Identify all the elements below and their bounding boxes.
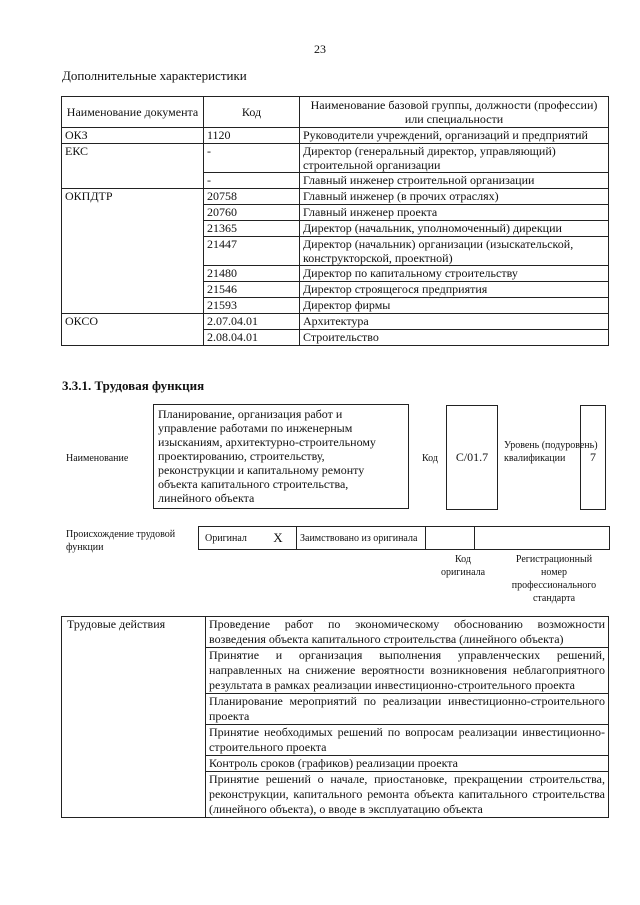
- cell-doc: ОКЗ: [62, 128, 204, 144]
- function-code-box: С/01.7: [446, 405, 498, 510]
- cell-name: Директор (начальник) организации (изыскательской, конструкторской, проектной): [300, 237, 609, 266]
- cell-code: 20758: [204, 189, 300, 205]
- cell-name: Главный инженер проекта: [300, 205, 609, 221]
- cell-code: 21593: [204, 298, 300, 314]
- function-name-label: Наименование: [66, 453, 129, 464]
- cell-name: Директор по капитальному строительству: [300, 266, 609, 282]
- table-row: [62, 128, 609, 144]
- cell-code: 21447: [204, 237, 300, 266]
- reg-number-cell: [475, 527, 610, 550]
- origin-row: [199, 527, 610, 550]
- cell-name: Директор (генеральный директор, управляющий) строительной организации: [300, 144, 609, 173]
- actions-label: Трудовые действия: [62, 617, 206, 818]
- cell-doc: ОКПДТР: [62, 189, 204, 314]
- page-number: 23: [314, 42, 326, 56]
- cell-code: 2.08.04.01: [204, 330, 300, 346]
- header-document: Наименование документа: [62, 97, 204, 128]
- origin-label: Происхождение трудовой функции: [66, 529, 176, 553]
- table-row: [62, 617, 609, 648]
- cell-code: 21480: [204, 266, 300, 282]
- cell-doc: ЕКС: [62, 144, 204, 189]
- cell-code: -: [204, 173, 300, 189]
- action-item: Планирование мероприятий по реализации инвестиционно-строительного проекта: [206, 694, 609, 725]
- code-original-label: Код оригинала: [440, 554, 486, 578]
- original-label: Оригинал: [199, 527, 261, 550]
- cell-code: 1120: [204, 128, 300, 144]
- cell-name: Главный инженер строительной организации: [300, 173, 609, 189]
- cell-name: Строительство: [300, 330, 609, 346]
- function-name-box: Планирование, организация работ и управление работами по инженерным изысканиям, архитектурно-строительному проектированию, строительству, реконструкции и капитальному ремонту объекта капитального строительства, линейного объекта: [153, 404, 409, 509]
- function-code-label: Код: [422, 453, 438, 464]
- table-row: [62, 189, 609, 205]
- cell-name: Директор (начальник, уполномоченный) дирекции: [300, 221, 609, 237]
- cell-doc: ОКСО: [62, 314, 204, 346]
- cell-name: Директор фирмы: [300, 298, 609, 314]
- function-heading: 3.3.1. Трудовая функция: [62, 378, 205, 393]
- additional-heading: Дополнительные характеристики: [62, 68, 247, 83]
- action-item: Принятие и организация выполнения управленческих решений, направленных на снижение вероятности возникновения неблагоприятного результата в рамках реализации инвестиционно-строительного проекта: [206, 648, 609, 694]
- additional-characteristics-table: [61, 96, 609, 346]
- qualification-level-label: Уровень (подуровень) квалификации: [504, 440, 598, 464]
- table-row: [62, 314, 609, 330]
- header-code: Код: [204, 97, 300, 128]
- qualification-level-box: 7: [580, 405, 606, 510]
- original-code-cell: [426, 527, 475, 550]
- cell-code: 2.07.04.01: [204, 314, 300, 330]
- table-row: [62, 144, 609, 173]
- cell-code: 21546: [204, 282, 300, 298]
- labor-actions-table: [61, 616, 609, 818]
- cell-code: 20760: [204, 205, 300, 221]
- table-header-row: [62, 97, 609, 128]
- cell-name: Архитектура: [300, 314, 609, 330]
- original-mark: X: [260, 527, 297, 550]
- cell-name: Руководители учреждений, организаций и предприятий: [300, 128, 609, 144]
- cell-name: Главный инженер (в прочих отраслях): [300, 189, 609, 205]
- action-item: Проведение работ по экономическому обоснованию возможности возведения объекта капитального строительства (линейного объекта): [206, 617, 609, 648]
- action-item: Контроль сроков (графиков) реализации проекта: [206, 756, 609, 772]
- cell-name: Директор строящегося предприятия: [300, 282, 609, 298]
- origin-table: [198, 526, 610, 550]
- cell-code: 21365: [204, 221, 300, 237]
- header-group-name: Наименование базовой группы, должности (профессии) или специальности: [300, 97, 609, 128]
- cell-code: -: [204, 144, 300, 173]
- borrowed-label: Заимствовано из оригинала: [297, 527, 426, 550]
- action-item: Принятие необходимых решений по вопросам реализации инвестиционно-строительного проекта: [206, 725, 609, 756]
- action-item: Принятие решений о начале, приостановке, прекращении строительства, реконструкции, капитального ремонта объекта капитального строительства (линейного объекта), о вводе в эксплуатацию объекта: [206, 772, 609, 818]
- reg-number-label: Регистрационный номер профессионального стандарта: [511, 554, 597, 604]
